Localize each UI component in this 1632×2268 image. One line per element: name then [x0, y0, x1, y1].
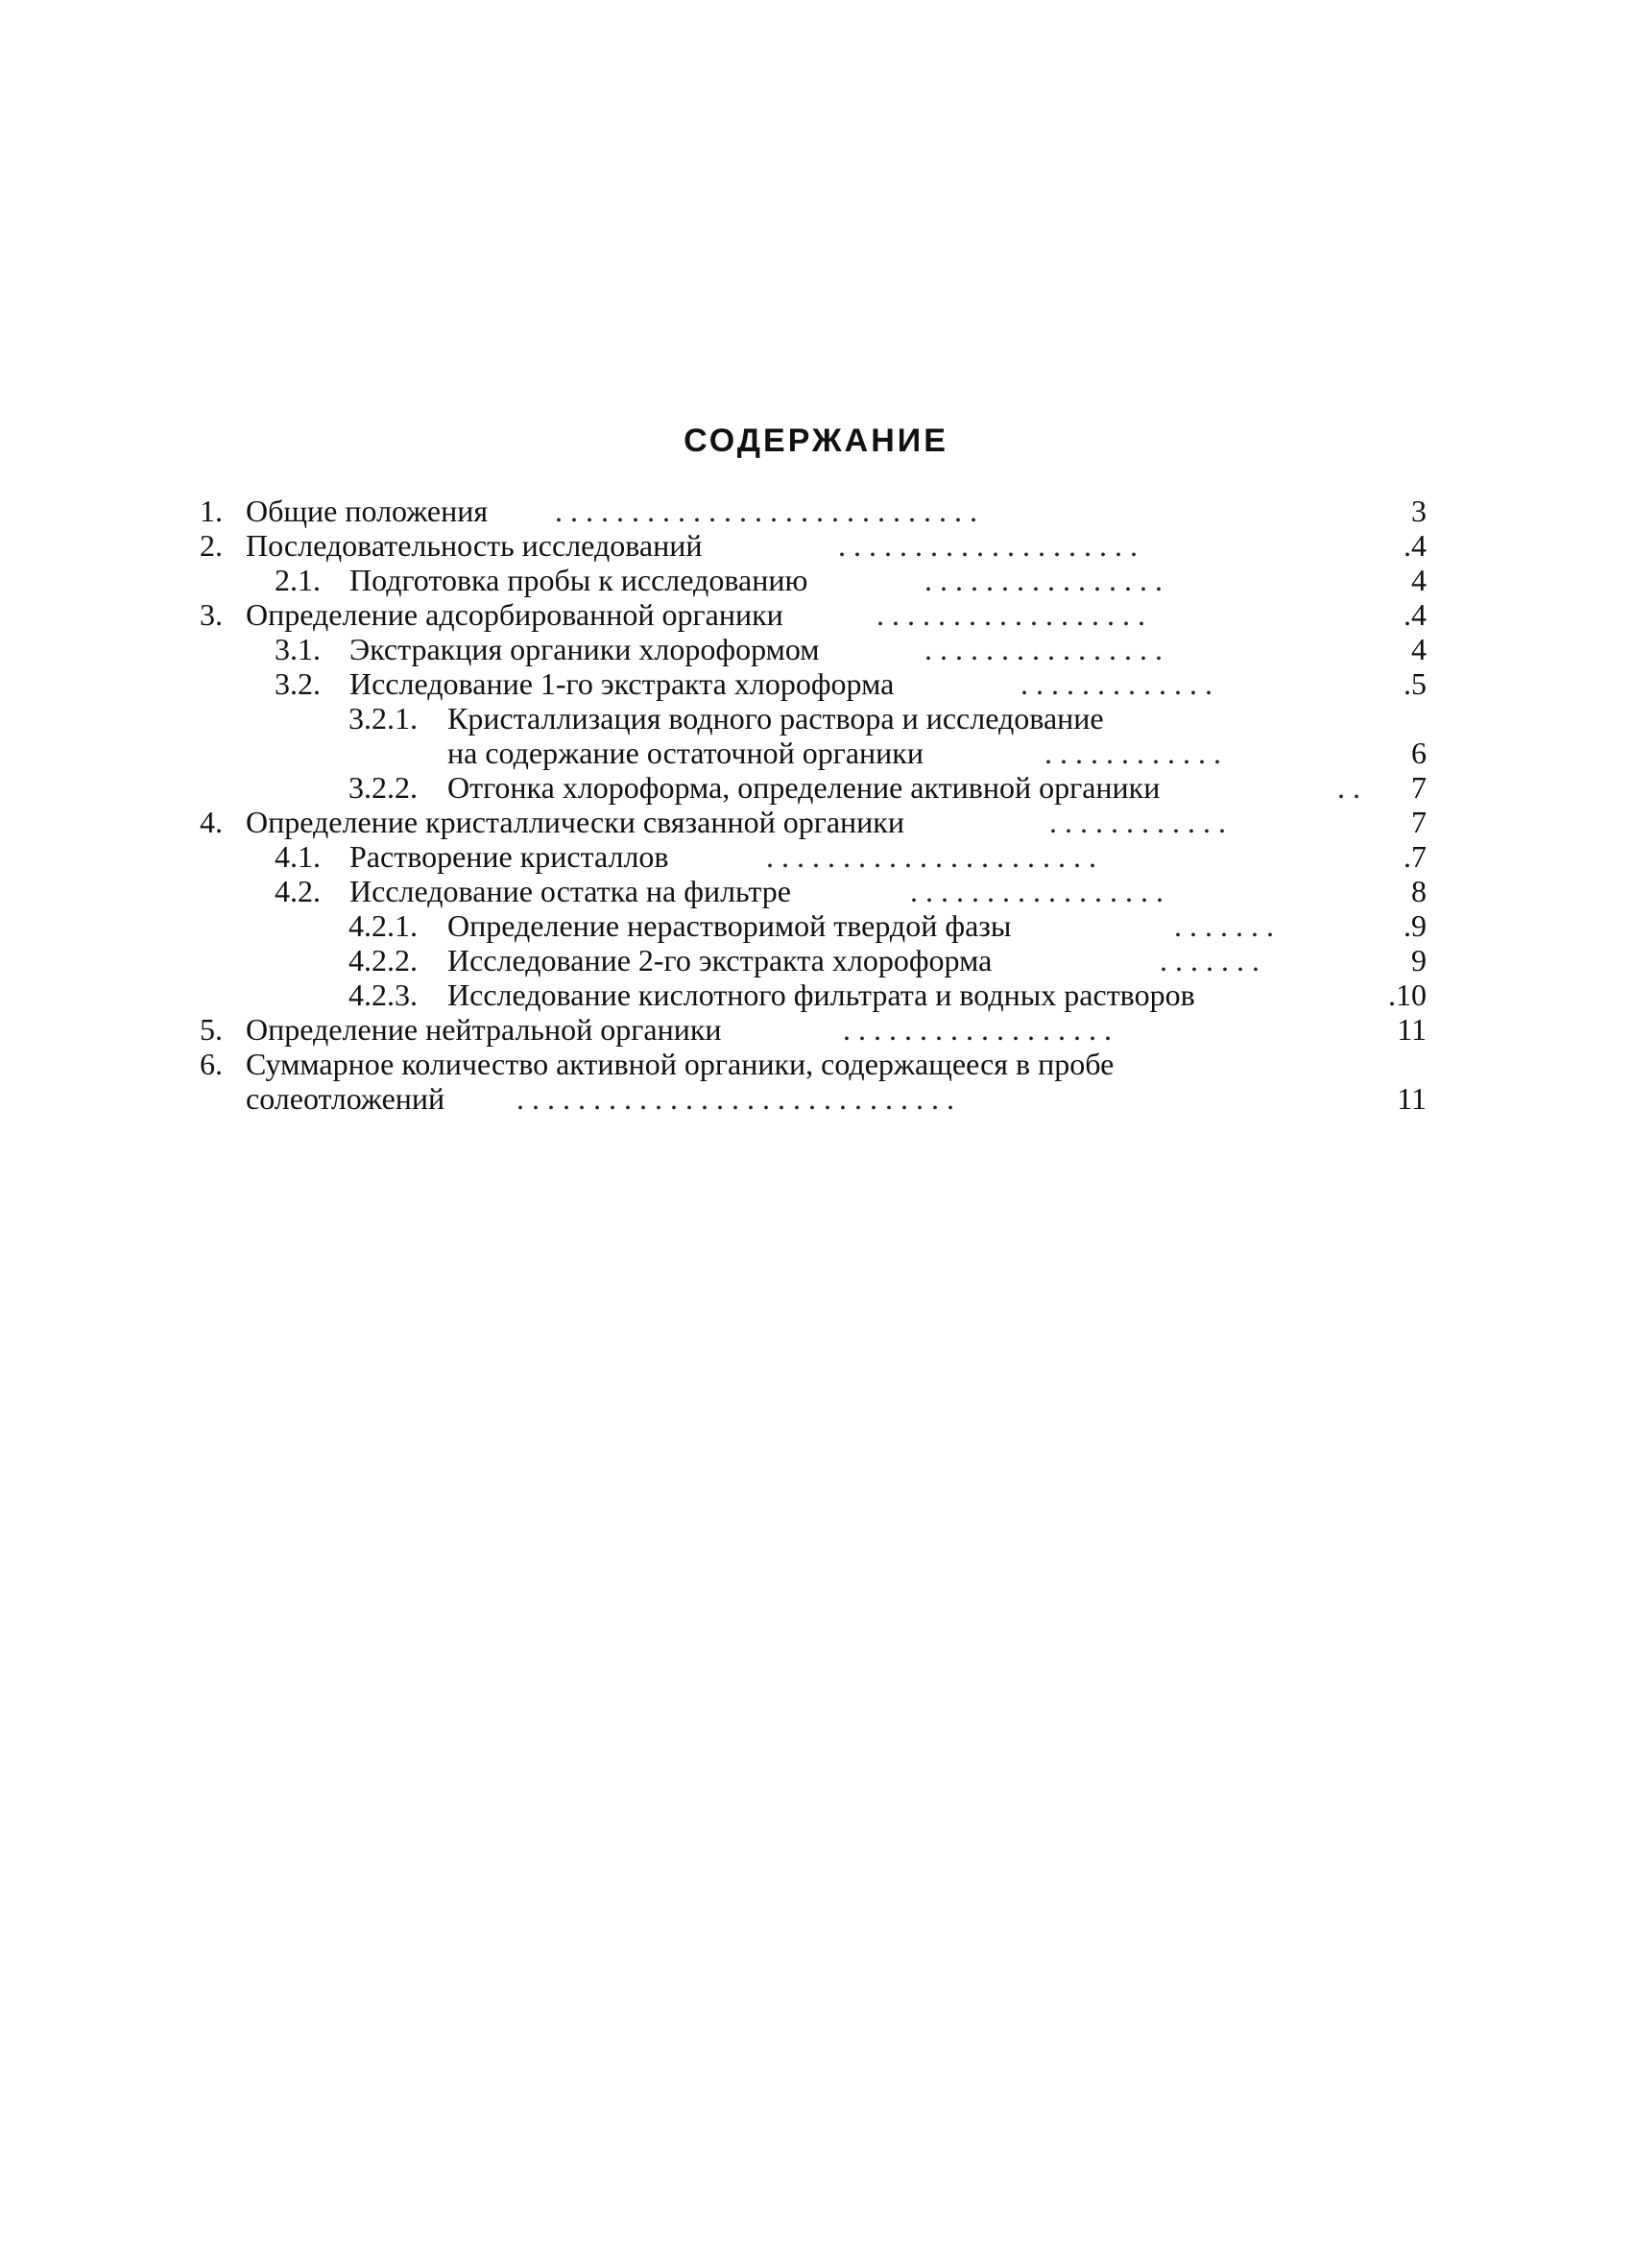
- toc-entry-title: Кристаллизация водного раствора и исследование: [447, 701, 1104, 736]
- toc-entry-title: Исследование кислотного фильтрата и водных растворов: [447, 977, 1195, 1012]
- toc-entry-page: .10: [1388, 977, 1427, 1012]
- toc-entry: [200, 977, 1427, 1012]
- toc-entry: [200, 597, 1427, 632]
- toc-entry-title: Определение нерастворимой твердой фазы: [447, 908, 1012, 943]
- toc-entry-title: Исследование 2-го экстракта хлороформа: [447, 943, 993, 977]
- toc-entry-title: Исследование остатка на фильтре: [349, 874, 791, 908]
- toc-entry: [200, 1012, 1427, 1047]
- toc-entry-page: .9: [1404, 908, 1427, 943]
- toc-entry-page: .4: [1404, 597, 1427, 632]
- dot-leader: . . . . . . . . . . . .: [1049, 805, 1226, 839]
- toc-entry-title: Определение кристаллически связанной органики: [246, 805, 904, 839]
- dot-leader: . . . . . . . . . . . . . . . .: [924, 563, 1163, 597]
- toc-entry: [200, 666, 1427, 701]
- dot-leader: . . . . . . .: [1160, 943, 1260, 977]
- toc-entry-title: Растворение кристаллов: [349, 839, 669, 874]
- toc-entry-page: 8: [1411, 874, 1427, 908]
- toc-entry-number: 6.: [200, 1047, 223, 1081]
- toc-entry-number: 4.2.2.: [348, 943, 418, 977]
- toc-entry-number: 2.: [200, 528, 223, 563]
- toc-entry-page: .4: [1404, 528, 1427, 563]
- toc-entry: [200, 736, 1427, 770]
- toc-entry-number: 1.: [200, 494, 223, 528]
- toc-entry-page: 4: [1411, 563, 1427, 597]
- toc-entry-title: Экстракция органики хлороформом: [349, 632, 820, 666]
- dot-leader: . . . . . . . . . . . . . . . . . . . . . . . . . . . . .: [516, 1081, 954, 1116]
- toc-entry: [200, 805, 1427, 839]
- toc-entry-page: .7: [1404, 839, 1427, 874]
- toc-entry-number: 3.2.2.: [348, 770, 418, 805]
- toc-entry: [200, 943, 1427, 977]
- toc-entry: [200, 563, 1427, 597]
- toc-entry-title: Определение адсорбированной органики: [246, 597, 783, 632]
- toc-entry: [200, 908, 1427, 943]
- toc-entry: [200, 874, 1427, 908]
- toc-entry-page: 4: [1411, 632, 1427, 666]
- dot-leader: . . . . . . . . . . . . . . . . . . . . . .: [766, 839, 1096, 874]
- toc-entry-title: Определение нейтральной органики: [246, 1012, 722, 1047]
- toc-entry-page: 7: [1411, 805, 1427, 839]
- dot-leader: . . . . . . . . . . . . . . . . . . . .: [838, 528, 1138, 563]
- dot-leader: . . . . . . .: [1174, 908, 1274, 943]
- toc-entry-number: 4.2.3.: [348, 977, 418, 1012]
- toc-entry-title: солеотложений: [246, 1081, 445, 1116]
- dot-leader: . . . . . . . . . . . . . . . . .: [910, 874, 1164, 908]
- toc-entry-page: 11: [1397, 1081, 1427, 1116]
- toc-entry-number: 4.2.: [275, 874, 321, 908]
- toc-entry-number: 5.: [200, 1012, 223, 1047]
- toc-entry-page: 9: [1411, 943, 1427, 977]
- dot-leader: . . . . . . . . . . . . . . . . . .: [876, 597, 1145, 632]
- toc-entry-number: 4.2.1.: [348, 908, 418, 943]
- toc-entry-title: Подготовка пробы к исследованию: [349, 563, 808, 597]
- toc-entry-page: 3: [1411, 494, 1427, 528]
- dot-leader: . .: [1337, 770, 1360, 805]
- toc-entry: [200, 701, 1427, 736]
- toc-entry-number: 3.: [200, 597, 223, 632]
- toc-entry: [200, 770, 1427, 805]
- toc-entry-number: 4.1.: [275, 839, 321, 874]
- toc-entry-title: на содержание остаточной органики: [447, 736, 924, 770]
- toc-entry: [200, 839, 1427, 874]
- toc-entry-number: 4.: [200, 805, 223, 839]
- page-title: СОДЕРЖАНИЕ: [684, 422, 948, 459]
- toc-entry-title: Отгонка хлороформа, определение активной органики: [447, 770, 1161, 805]
- toc-entry-number: 3.2.: [275, 666, 321, 701]
- toc-entry-title: Последовательность исследований: [246, 528, 703, 563]
- toc-entry: [200, 632, 1427, 666]
- dot-leader: . . . . . . . . . . . . . . . . . . . . . . . . . . . .: [555, 494, 977, 528]
- dot-leader: . . . . . . . . . . . . . . . .: [924, 632, 1163, 666]
- table-of-contents: [200, 494, 1427, 1116]
- toc-entry-number: 2.1.: [275, 563, 321, 597]
- toc-entry-number: 3.1.: [275, 632, 321, 666]
- toc-entry-title: Суммарное количество активной органики, содержащееся в пробе: [246, 1047, 1115, 1081]
- toc-entry: [200, 1081, 1427, 1116]
- toc-entry-page: 6: [1411, 736, 1427, 770]
- toc-entry-page: .5: [1404, 666, 1427, 701]
- toc-entry-title: Общие положения: [246, 494, 489, 528]
- toc-entry: [200, 1047, 1427, 1081]
- toc-entry-title: Исследование 1-го экстракта хлороформа: [349, 666, 895, 701]
- toc-entry: [200, 494, 1427, 528]
- toc-entry: [200, 528, 1427, 563]
- toc-entry-page: 7: [1411, 770, 1427, 805]
- dot-leader: . . . . . . . . . . . . .: [1020, 666, 1212, 701]
- dot-leader: . . . . . . . . . . . . . . . . . .: [843, 1012, 1112, 1047]
- dot-leader: . . . . . . . . . . . .: [1044, 736, 1221, 770]
- toc-entry-number: 3.2.1.: [348, 701, 418, 736]
- toc-entry-page: 11: [1397, 1012, 1427, 1047]
